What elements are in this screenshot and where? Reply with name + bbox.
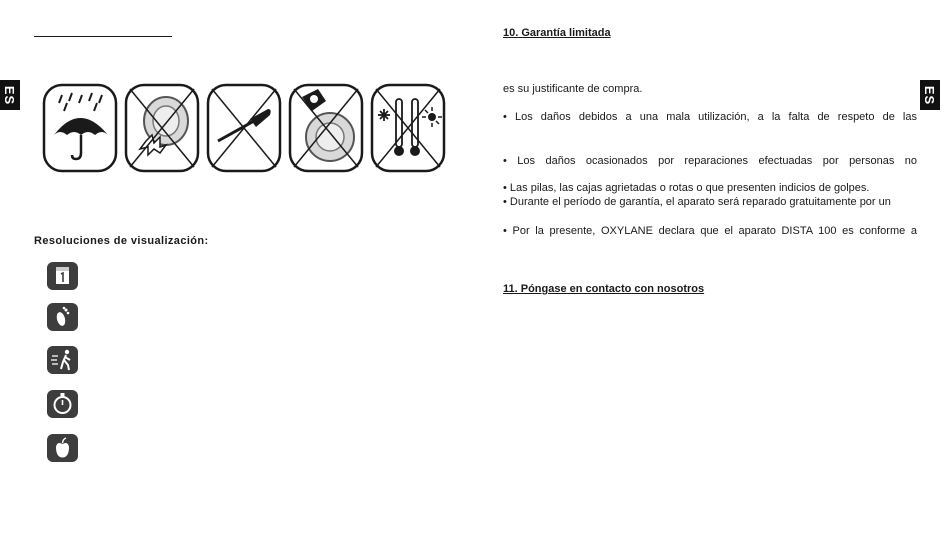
apple-icon [47, 434, 78, 462]
sharp-object-prohibited-icon [206, 83, 282, 173]
warranty-line: es su justificante de compra. [503, 83, 643, 95]
rain-umbrella-icon [42, 83, 118, 173]
language-tab-right [920, 80, 940, 110]
chemical-spray-prohibited-icon [288, 83, 364, 173]
contact-title: 11. Póngase en contacto con nosotros [503, 283, 705, 295]
stopwatch-icon [47, 390, 78, 418]
warranty-line: • Los daños ocasionados por reparaciones efectuadas por personas no [503, 155, 917, 167]
section-rule [34, 36, 172, 37]
walker-icon [47, 346, 78, 374]
calendar-icon [47, 262, 78, 290]
impact-prohibited-icon [124, 83, 200, 173]
language-tab-label: ES [922, 85, 938, 105]
warning-pictograms [42, 83, 446, 173]
warranty-title: 10. Garantía limitada [503, 27, 611, 39]
warranty-line: • Durante el período de garantía, el aparato será reparado gratuitamente por un [503, 196, 891, 208]
warranty-line: • Los daños debidos a una mala utilización, a la falta de respeto de las [503, 111, 917, 123]
display-resolutions-heading: Resoluciones de visualización: [34, 235, 209, 247]
language-tab-label: ES [2, 85, 18, 105]
extreme-temperature-prohibited-icon [370, 83, 446, 173]
warranty-line: • Por la presente, OXYLANE declara que el aparato DISTA 100 es conforme a [503, 225, 917, 237]
warranty-line: • Las pilas, las cajas agrietadas o rotas o que presenten indicios de golpes. [503, 182, 870, 194]
footprint-icon [47, 303, 78, 331]
language-tab-left [0, 80, 20, 110]
